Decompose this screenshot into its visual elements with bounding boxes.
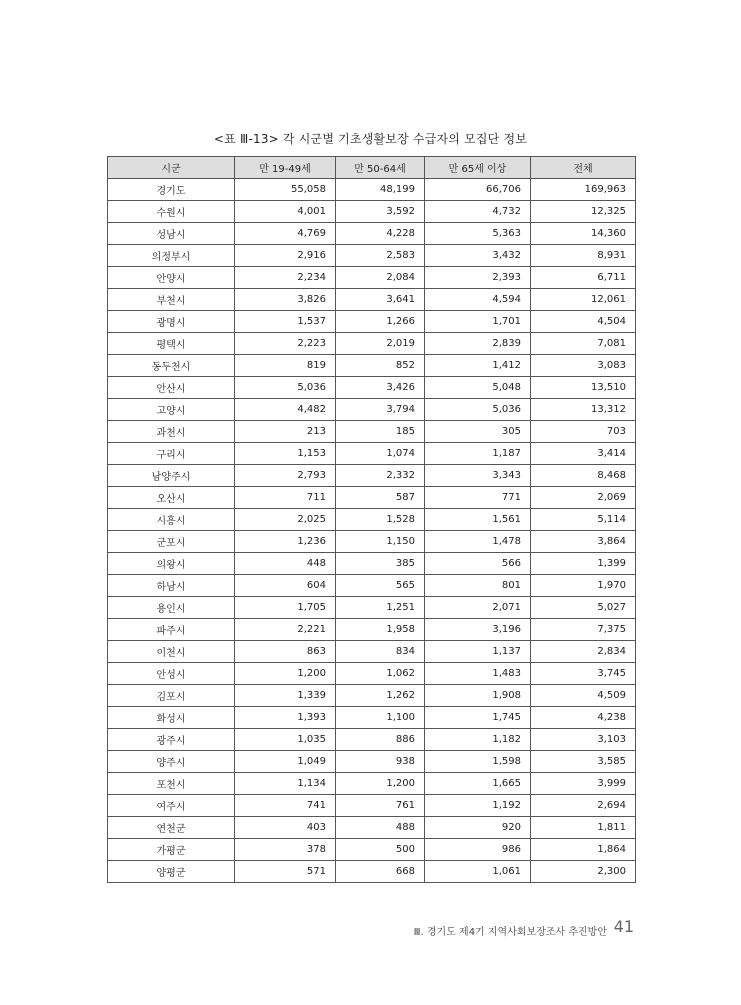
cell-region: 수원시 bbox=[108, 201, 235, 223]
cell-total: 6,711 bbox=[531, 267, 636, 289]
table-row bbox=[108, 377, 636, 399]
cell-total: 3,585 bbox=[531, 751, 636, 773]
table-row bbox=[108, 421, 636, 443]
table-row bbox=[108, 179, 636, 201]
cell-age-65-plus: 1,412 bbox=[425, 355, 531, 377]
cell-total: 12,325 bbox=[531, 201, 636, 223]
table-row bbox=[108, 685, 636, 707]
cell-total: 3,999 bbox=[531, 773, 636, 795]
cell-age-50-64: 3,641 bbox=[336, 289, 425, 311]
cell-age-50-64: 385 bbox=[336, 553, 425, 575]
cell-age-19-49: 403 bbox=[235, 817, 336, 839]
cell-age-19-49: 55,058 bbox=[235, 179, 336, 201]
cell-region: 광주시 bbox=[108, 729, 235, 751]
cell-total: 2,694 bbox=[531, 795, 636, 817]
cell-total: 13,312 bbox=[531, 399, 636, 421]
cell-total: 4,238 bbox=[531, 707, 636, 729]
cell-age-50-64: 761 bbox=[336, 795, 425, 817]
cell-region: 고양시 bbox=[108, 399, 235, 421]
cell-region: 양평군 bbox=[108, 861, 235, 883]
cell-age-65-plus: 920 bbox=[425, 817, 531, 839]
table-row bbox=[108, 597, 636, 619]
cell-age-65-plus: 1,745 bbox=[425, 707, 531, 729]
cell-region: 김포시 bbox=[108, 685, 235, 707]
cell-total: 4,504 bbox=[531, 311, 636, 333]
cell-age-65-plus: 4,732 bbox=[425, 201, 531, 223]
table-row bbox=[108, 663, 636, 685]
cell-age-19-49: 1,339 bbox=[235, 685, 336, 707]
cell-total: 13,510 bbox=[531, 377, 636, 399]
cell-age-65-plus: 1,701 bbox=[425, 311, 531, 333]
cell-total: 1,970 bbox=[531, 575, 636, 597]
cell-age-19-49: 2,025 bbox=[235, 509, 336, 531]
table-row bbox=[108, 553, 636, 575]
cell-age-50-64: 1,528 bbox=[336, 509, 425, 531]
cell-region: 파주시 bbox=[108, 619, 235, 641]
column-header-age-65-plus: 만 65세 이상 bbox=[425, 157, 531, 179]
cell-age-50-64: 48,199 bbox=[336, 179, 425, 201]
cell-age-65-plus: 3,196 bbox=[425, 619, 531, 641]
cell-age-50-64: 668 bbox=[336, 861, 425, 883]
cell-region: 하남시 bbox=[108, 575, 235, 597]
cell-age-65-plus: 1,137 bbox=[425, 641, 531, 663]
cell-age-50-64: 1,100 bbox=[336, 707, 425, 729]
cell-region: 여주시 bbox=[108, 795, 235, 817]
cell-age-50-64: 587 bbox=[336, 487, 425, 509]
cell-total: 1,864 bbox=[531, 839, 636, 861]
cell-region: 오산시 bbox=[108, 487, 235, 509]
cell-age-65-plus: 1,598 bbox=[425, 751, 531, 773]
table-row bbox=[108, 289, 636, 311]
cell-age-65-plus: 1,483 bbox=[425, 663, 531, 685]
cell-region: 구리시 bbox=[108, 443, 235, 465]
table-row bbox=[108, 795, 636, 817]
cell-age-50-64: 1,266 bbox=[336, 311, 425, 333]
cell-age-50-64: 1,200 bbox=[336, 773, 425, 795]
cell-age-50-64: 2,332 bbox=[336, 465, 425, 487]
cell-total: 3,083 bbox=[531, 355, 636, 377]
cell-age-50-64: 1,150 bbox=[336, 531, 425, 553]
cell-age-65-plus: 771 bbox=[425, 487, 531, 509]
cell-region: 가평군 bbox=[108, 839, 235, 861]
cell-total: 14,360 bbox=[531, 223, 636, 245]
table-body bbox=[108, 179, 636, 883]
cell-region: 화성시 bbox=[108, 707, 235, 729]
table-row bbox=[108, 751, 636, 773]
cell-age-65-plus: 1,182 bbox=[425, 729, 531, 751]
cell-total: 7,375 bbox=[531, 619, 636, 641]
footer-chapter-title: Ⅲ. 경기도 제4기 지역사회보장조사 추진방안 bbox=[413, 927, 607, 938]
cell-age-65-plus: 1,561 bbox=[425, 509, 531, 531]
cell-age-65-plus: 3,343 bbox=[425, 465, 531, 487]
column-header-region: 시군 bbox=[108, 157, 235, 179]
table-row bbox=[108, 399, 636, 421]
cell-age-65-plus: 5,048 bbox=[425, 377, 531, 399]
cell-region: 부천시 bbox=[108, 289, 235, 311]
table-row bbox=[108, 465, 636, 487]
cell-age-50-64: 1,251 bbox=[336, 597, 425, 619]
cell-age-65-plus: 1,478 bbox=[425, 531, 531, 553]
cell-total: 1,811 bbox=[531, 817, 636, 839]
cell-region: 연천군 bbox=[108, 817, 235, 839]
cell-age-19-49: 378 bbox=[235, 839, 336, 861]
cell-total: 169,963 bbox=[531, 179, 636, 201]
cell-age-65-plus: 566 bbox=[425, 553, 531, 575]
cell-age-50-64: 500 bbox=[336, 839, 425, 861]
cell-age-50-64: 488 bbox=[336, 817, 425, 839]
cell-age-65-plus: 986 bbox=[425, 839, 531, 861]
cell-age-50-64: 886 bbox=[336, 729, 425, 751]
cell-region: 의왕시 bbox=[108, 553, 235, 575]
cell-age-50-64: 185 bbox=[336, 421, 425, 443]
cell-region: 동두천시 bbox=[108, 355, 235, 377]
cell-age-65-plus: 4,594 bbox=[425, 289, 531, 311]
table-caption: <표 Ⅲ-13> 각 시군별 기초생활보장 수급자의 모집단 정보 bbox=[213, 132, 528, 146]
cell-age-19-49: 863 bbox=[235, 641, 336, 663]
cell-age-19-49: 2,221 bbox=[235, 619, 336, 641]
cell-age-50-64: 834 bbox=[336, 641, 425, 663]
table-row bbox=[108, 267, 636, 289]
cell-region: 안산시 bbox=[108, 377, 235, 399]
cell-region: 의정부시 bbox=[108, 245, 235, 267]
cell-region: 포천시 bbox=[108, 773, 235, 795]
table-row bbox=[108, 707, 636, 729]
cell-region: 안성시 bbox=[108, 663, 235, 685]
cell-total: 3,414 bbox=[531, 443, 636, 465]
cell-total: 5,027 bbox=[531, 597, 636, 619]
cell-age-50-64: 4,228 bbox=[336, 223, 425, 245]
cell-total: 2,834 bbox=[531, 641, 636, 663]
table-row bbox=[108, 861, 636, 883]
cell-age-19-49: 4,001 bbox=[235, 201, 336, 223]
cell-age-19-49: 819 bbox=[235, 355, 336, 377]
cell-region: 남양주시 bbox=[108, 465, 235, 487]
cell-region: 이천시 bbox=[108, 641, 235, 663]
cell-age-50-64: 3,426 bbox=[336, 377, 425, 399]
cell-age-19-49: 448 bbox=[235, 553, 336, 575]
table-row bbox=[108, 839, 636, 861]
cell-age-65-plus: 1,187 bbox=[425, 443, 531, 465]
table-row bbox=[108, 443, 636, 465]
cell-total: 3,103 bbox=[531, 729, 636, 751]
table-row bbox=[108, 201, 636, 223]
cell-age-65-plus: 1,192 bbox=[425, 795, 531, 817]
cell-age-19-49: 2,223 bbox=[235, 333, 336, 355]
table-row bbox=[108, 355, 636, 377]
cell-age-50-64: 3,592 bbox=[336, 201, 425, 223]
cell-age-19-49: 1,200 bbox=[235, 663, 336, 685]
cell-total: 3,864 bbox=[531, 531, 636, 553]
cell-total: 8,931 bbox=[531, 245, 636, 267]
cell-total: 2,069 bbox=[531, 487, 636, 509]
cell-age-19-49: 1,705 bbox=[235, 597, 336, 619]
cell-region: 시흥시 bbox=[108, 509, 235, 531]
column-header-age-19-49: 만 19-49세 bbox=[235, 157, 336, 179]
cell-age-19-49: 4,482 bbox=[235, 399, 336, 421]
table-row bbox=[108, 575, 636, 597]
column-header-age-50-64: 만 50-64세 bbox=[336, 157, 425, 179]
cell-age-65-plus: 1,665 bbox=[425, 773, 531, 795]
cell-age-19-49: 213 bbox=[235, 421, 336, 443]
cell-age-50-64: 3,794 bbox=[336, 399, 425, 421]
table-row bbox=[108, 311, 636, 333]
cell-age-19-49: 5,036 bbox=[235, 377, 336, 399]
cell-region: 양주시 bbox=[108, 751, 235, 773]
cell-total: 7,081 bbox=[531, 333, 636, 355]
cell-total: 1,399 bbox=[531, 553, 636, 575]
cell-region: 군포시 bbox=[108, 531, 235, 553]
cell-age-19-49: 741 bbox=[235, 795, 336, 817]
table-row bbox=[108, 641, 636, 663]
cell-age-50-64: 1,262 bbox=[336, 685, 425, 707]
cell-age-50-64: 2,583 bbox=[336, 245, 425, 267]
cell-age-50-64: 1,074 bbox=[336, 443, 425, 465]
cell-age-19-49: 2,793 bbox=[235, 465, 336, 487]
table-header-row bbox=[108, 157, 636, 179]
cell-age-65-plus: 2,393 bbox=[425, 267, 531, 289]
cell-age-50-64: 1,958 bbox=[336, 619, 425, 641]
cell-region: 과천시 bbox=[108, 421, 235, 443]
column-header-total: 전체 bbox=[531, 157, 636, 179]
cell-age-19-49: 2,234 bbox=[235, 267, 336, 289]
recipient-population-table bbox=[107, 156, 636, 883]
table-row bbox=[108, 773, 636, 795]
cell-age-19-49: 571 bbox=[235, 861, 336, 883]
cell-region: 평택시 bbox=[108, 333, 235, 355]
table-row bbox=[108, 223, 636, 245]
cell-age-19-49: 1,153 bbox=[235, 443, 336, 465]
cell-region: 경기도 bbox=[108, 179, 235, 201]
cell-age-50-64: 2,084 bbox=[336, 267, 425, 289]
cell-age-65-plus: 5,363 bbox=[425, 223, 531, 245]
table-row bbox=[108, 729, 636, 751]
cell-age-19-49: 604 bbox=[235, 575, 336, 597]
cell-region: 용인시 bbox=[108, 597, 235, 619]
cell-total: 3,745 bbox=[531, 663, 636, 685]
cell-age-19-49: 1,049 bbox=[235, 751, 336, 773]
table-row bbox=[108, 817, 636, 839]
cell-total: 703 bbox=[531, 421, 636, 443]
cell-age-19-49: 3,826 bbox=[235, 289, 336, 311]
cell-age-50-64: 1,062 bbox=[336, 663, 425, 685]
cell-age-19-49: 1,236 bbox=[235, 531, 336, 553]
cell-age-65-plus: 801 bbox=[425, 575, 531, 597]
page-number: 41 bbox=[613, 917, 634, 936]
cell-age-19-49: 2,916 bbox=[235, 245, 336, 267]
cell-age-65-plus: 2,071 bbox=[425, 597, 531, 619]
table-row bbox=[108, 531, 636, 553]
cell-age-19-49: 4,769 bbox=[235, 223, 336, 245]
cell-age-65-plus: 2,839 bbox=[425, 333, 531, 355]
cell-total: 4,509 bbox=[531, 685, 636, 707]
table-row bbox=[108, 333, 636, 355]
cell-age-50-64: 852 bbox=[336, 355, 425, 377]
cell-age-19-49: 1,134 bbox=[235, 773, 336, 795]
cell-age-19-49: 1,035 bbox=[235, 729, 336, 751]
table-row bbox=[108, 245, 636, 267]
cell-age-65-plus: 1,061 bbox=[425, 861, 531, 883]
cell-age-65-plus: 1,908 bbox=[425, 685, 531, 707]
cell-age-65-plus: 66,706 bbox=[425, 179, 531, 201]
table-row bbox=[108, 487, 636, 509]
cell-age-19-49: 711 bbox=[235, 487, 336, 509]
cell-region: 성남시 bbox=[108, 223, 235, 245]
table-row bbox=[108, 619, 636, 641]
cell-region: 안양시 bbox=[108, 267, 235, 289]
cell-age-19-49: 1,537 bbox=[235, 311, 336, 333]
cell-age-50-64: 938 bbox=[336, 751, 425, 773]
cell-total: 12,061 bbox=[531, 289, 636, 311]
cell-region: 광명시 bbox=[108, 311, 235, 333]
cell-age-65-plus: 3,432 bbox=[425, 245, 531, 267]
cell-age-19-49: 1,393 bbox=[235, 707, 336, 729]
cell-age-65-plus: 5,036 bbox=[425, 399, 531, 421]
cell-total: 5,114 bbox=[531, 509, 636, 531]
table-row bbox=[108, 509, 636, 531]
cell-age-50-64: 565 bbox=[336, 575, 425, 597]
cell-total: 8,468 bbox=[531, 465, 636, 487]
cell-age-50-64: 2,019 bbox=[336, 333, 425, 355]
cell-total: 2,300 bbox=[531, 861, 636, 883]
cell-age-65-plus: 305 bbox=[425, 421, 531, 443]
